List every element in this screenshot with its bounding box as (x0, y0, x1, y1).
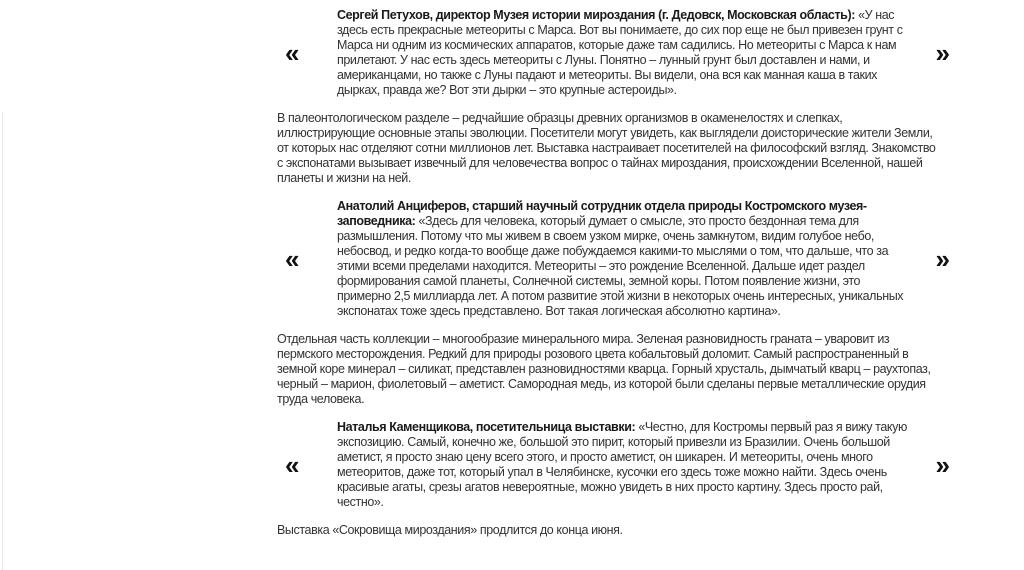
pull-quote-antsiferov (285, 199, 950, 319)
left-guillemet-icon: « (285, 38, 300, 68)
quote-paragraph (337, 8, 912, 98)
left-guillemet-icon: « (285, 244, 300, 274)
pull-quote-kamenshchikova (285, 420, 950, 510)
quote-author: Сергей Петухов, директор Музея истории мироздания (г. Дедовск, Московская область): (337, 8, 855, 22)
right-guillemet-icon: » (935, 244, 950, 274)
quote-paragraph (337, 199, 912, 319)
right-guillemet-icon: » (935, 450, 950, 480)
quote-paragraph (337, 420, 912, 510)
left-guillemet-icon: « (285, 450, 300, 480)
quote-author: Наталья Каменщикова, посетительница выставки: (337, 420, 636, 434)
article-paragraph-closing: Выставка «Сокровища мироздания» продлится до конца июня. (277, 523, 623, 537)
article-content (277, 8, 950, 538)
pull-quote-petukhov (285, 8, 950, 98)
right-guillemet-icon: » (935, 38, 950, 68)
quote-body: «Честно, для Костромы первый раз я вижу такую экспозицию. Самый, конечно же, большой это пирит, который привезли из Бразилии. Очень большой аметист, я просто знаю цену всего этого, и просто аметист, он шикарен. И метеориты, очень много метеоритов, даже тот, который упал в Челябинске, кусочки его здесь тоже можно найти. Здесь очень красивые агаты, срезы агатов невероятные, можно увидеть в них просто картину. Здесь просто рай, честно». (337, 420, 907, 509)
quote-body: «У нас здесь есть прекрасные метеориты с Марса. Вот вы понимаете, до сих пор еще не был привезен грунт с Марса ни одним из космических аппаратов, которые даже там садились. Но метеориты с Марса к нам прилетают. У нас есть здесь метеориты с Луны. Понятно – лунный грунт был доставлен и нами, и американцами, но также с Луны падают и метеориты. Вы видели, она вся как манная каша в таких дырках, правда же? Вот эти дырки – это крупные астероиды». (337, 8, 903, 97)
article-paragraph-minerals: Отдельная часть коллекции – многообразие минерального мира. Зеленая разновидность граната – уваровит из пермского месторождения. Редкий для природы розового цвета кобальтовый доломит. Самый распространенный в земной коре минерал – силикат, представлен разновидностями кварца. Горный хрусталь, дымчатый кварц – раухтопаз, черный – марион, фиолетовый – аметист. Самородная медь, из которой были сделаны первые металлические орудия труда человека. (277, 332, 931, 406)
article-paragraph-paleontology: В палеонтологическом разделе – редчайшие образцы древних организмов в окаменелостях и слепках, иллюстрирующие основные этапы эволюции. Посетители могут увидеть, как выглядели доисторические жители Земли, от которых нас отделяют сотни миллионов лет. Выставка настраивает посетителей на философский взгляд. Знакомство с экспонатами вызывает извечный для человечества вопрос о тайнах мироздания, происхождении Вселенной, нашей планеты и жизни на ней. (277, 111, 936, 185)
left-edge-divider (2, 112, 3, 570)
quote-author: Анатолий Анциферов, старший научный сотрудник отдела природы Костромского музея-заповедника: (337, 199, 867, 228)
quote-body: «Здесь для человека, который думает о смысле, это просто бездонная тема для размышления. Потому что мы живем в своем узком мирке, очень замкнутом, видим голубое небо, небосвод, и редко когда-то вообще даже побуждаемся какими-то мыслями о том, что дальше, что за этими всеми пределами находится. Метеориты – это рождение Вселенной. Дальше идет раздел формирования самой планеты, Солнечной системы, земной коры. Потом появление жизни, это примерно 2,5 миллиарда лет. А потом развитие этой жизни в некоторых очень интересных, уникальных экспонатах тоже здесь представлено. Вот такая логическая абсолютно картина». (337, 214, 904, 318)
